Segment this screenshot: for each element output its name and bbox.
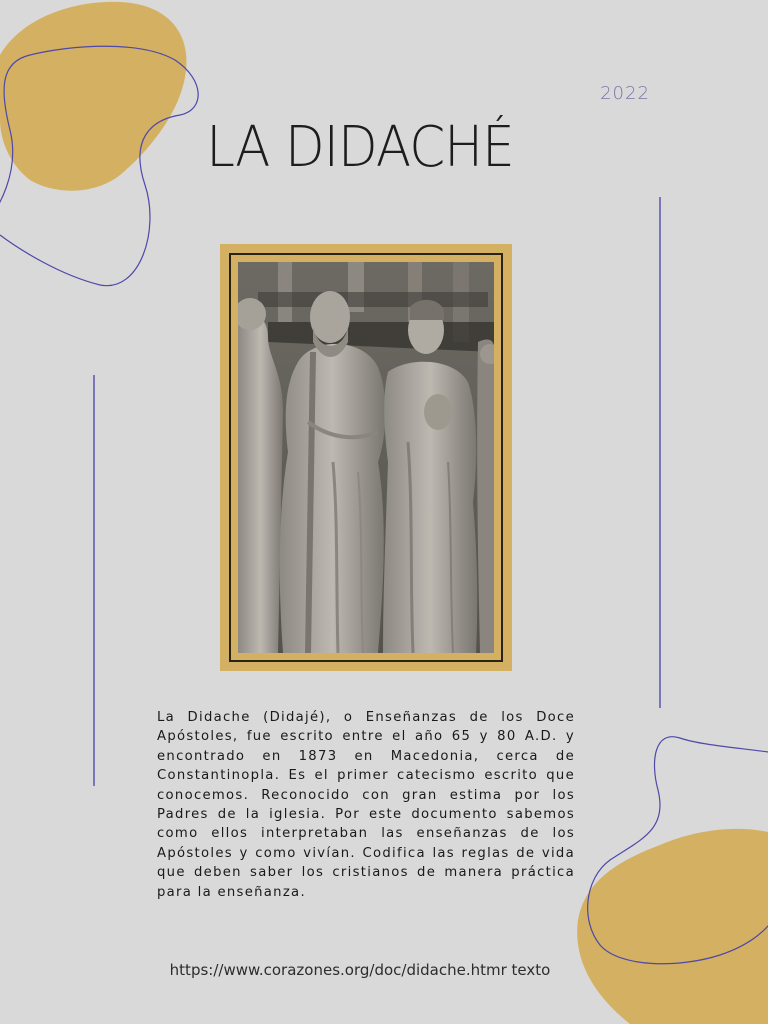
source-link[interactable]: https://www.corazones.org/doc/didache.htmr texto bbox=[169, 961, 551, 979]
statues-illustration bbox=[238, 262, 494, 653]
gold-blob-bottom-right bbox=[577, 829, 768, 1024]
year-label: 2022 bbox=[600, 83, 650, 104]
photo-frame bbox=[220, 244, 512, 671]
body-paragraph: La Didache (Didajé), o Enseñanzas de los Doce Apóstoles, fue escrito entre el año 65 y 80 A.D. y encontrado en 1873 en Macedonia, cerca de Constantinopla. Es el primer catecismo escrito que conocemos. Reconocido con gran estima por los Padres de la iglesia. Por este documento sabemos como ellos interpretaban las enseñanzas de los Apóstoles y como vivían. Codifica las reglas de vida que deben saber los cristianos de manera práctica para la enseñanza. bbox=[157, 710, 575, 900]
page-title: LA DIDACHÉ bbox=[206, 115, 514, 180]
apostles-statues-photo bbox=[238, 262, 494, 653]
